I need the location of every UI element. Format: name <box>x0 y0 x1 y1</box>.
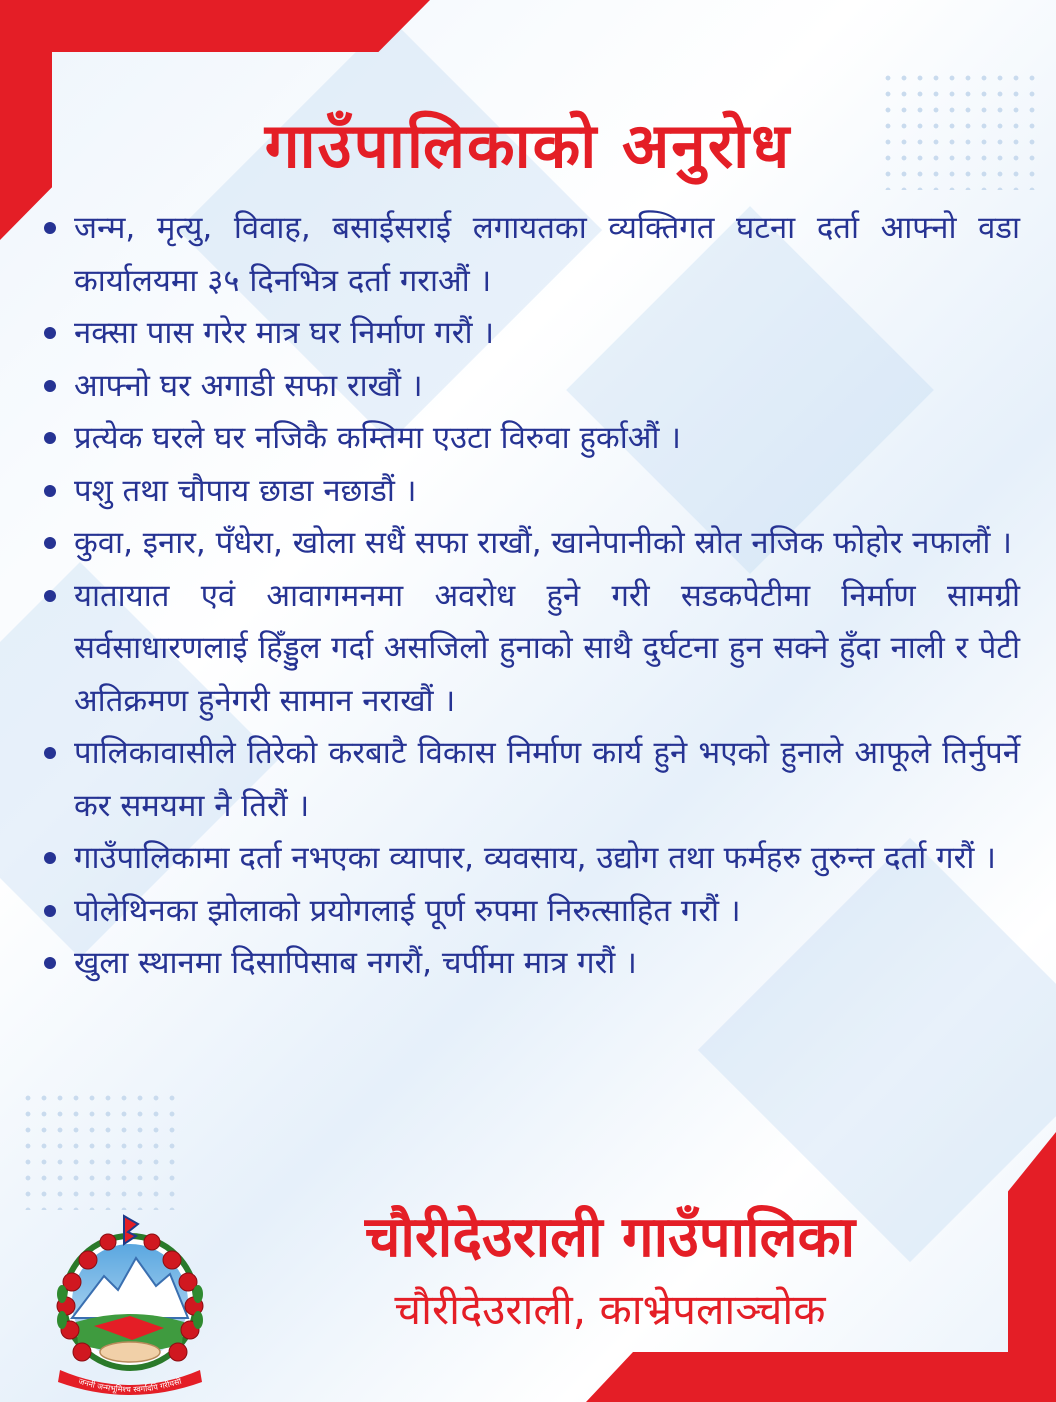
bullet-icon <box>44 222 56 234</box>
list-item-text: प्रत्येक घरले घर नजिकै कम्तिमा एउटा विरुवा हुर्काऔं । <box>74 420 682 456</box>
list-item <box>40 412 1020 465</box>
bullet-icon <box>44 485 56 497</box>
bullet-icon <box>44 905 56 917</box>
bullet-icon <box>44 380 56 392</box>
list-item <box>40 465 1020 518</box>
organization-address: चौरीदेउराली, काभ्रेपलाञ्चोक <box>394 1285 826 1334</box>
bullet-icon <box>44 590 56 602</box>
list-item-text: जन्म, मृत्यु, विवाह, बसाईसराई लगायतका व्यक्तिगत घटना दर्ता आफ्नो वडा कार्यालयमा ३५ दिनभित्र दर्ता गराऔं । <box>74 210 1020 299</box>
bullet-icon <box>44 852 56 864</box>
organization-name: चौरीदेउराली गाउँपालिका <box>364 1205 856 1270</box>
corner-accent-top <box>0 0 430 52</box>
list-item-text: पालिकावासीले तिरेको करबाटै विकास निर्माण कार्य हुने भएको हुनाले आफूले तिर्नुपर्ने कर समयमा नै तिरौं । <box>74 735 1020 824</box>
bullet-icon <box>44 957 56 969</box>
emblem-motto: जननी जन्मभूमिश्च स्वर्गादपि गरीयसी <box>77 1376 183 1395</box>
list-item <box>40 570 1020 728</box>
list-item-text: गाउँपालिकामा दर्ता नभएका व्यापार, व्यवसाय, उद्योग तथा फर्महरु तुरुन्त दर्ता गरौं । <box>74 840 996 876</box>
list-item <box>40 885 1020 938</box>
list-item-text: नक्सा पास गरेर मात्र घर निर्माण गरौं । <box>74 315 495 351</box>
list-item <box>40 727 1020 832</box>
bullet-icon <box>44 537 56 549</box>
bullet-icon <box>44 432 56 444</box>
list-item-text: कुवा, इनार, पँधेरा, खोला सधैं सफा राखौं, खानेपानीको स्रोत नजिक फोहोर नफालौं । <box>74 525 1013 561</box>
bg-dot-pattern <box>20 1090 180 1210</box>
bullet-icon <box>44 327 56 339</box>
list-item <box>40 360 1020 413</box>
list-item-text: यातायात एवं आवागमनमा अवरोध हुने गरी सडकपेटीमा निर्माण सामग्री सर्वसाधारणलाई हिँड्डुल गर्दा असजिलो हुनाको साथै दुर्घटना हुन सक्ने हुँदा नाली र पेटी अतिक्रमण हुनेगरी सामान नराखौं । <box>74 577 1020 719</box>
request-list <box>40 202 1020 990</box>
page-title: गाउँपालिकाको अनुरोध <box>264 109 792 182</box>
list-item-text: खुला स्थानमा दिसापिसाब नगरौं, चर्पीमा मात्र गरौं । <box>74 945 637 981</box>
bullet-icon <box>44 747 56 759</box>
list-item <box>40 202 1020 307</box>
list-item <box>40 832 1020 885</box>
list-item <box>40 307 1020 360</box>
list-item-text: पशु तथा चौपाय छाडा नछाडौं । <box>74 472 417 509</box>
list-item-text: आफ्नो घर अगाडी सफा राखौं । <box>74 367 423 404</box>
list-item <box>40 517 1020 570</box>
nepal-emblem-icon <box>32 1210 228 1400</box>
list-item <box>40 937 1020 990</box>
corner-accent-bottom <box>586 1352 1056 1402</box>
list-item-text: पोलेथिनका झोलाको प्रयोगलाई पूर्ण रुपमा निरुत्साहित गरौं । <box>74 892 741 929</box>
